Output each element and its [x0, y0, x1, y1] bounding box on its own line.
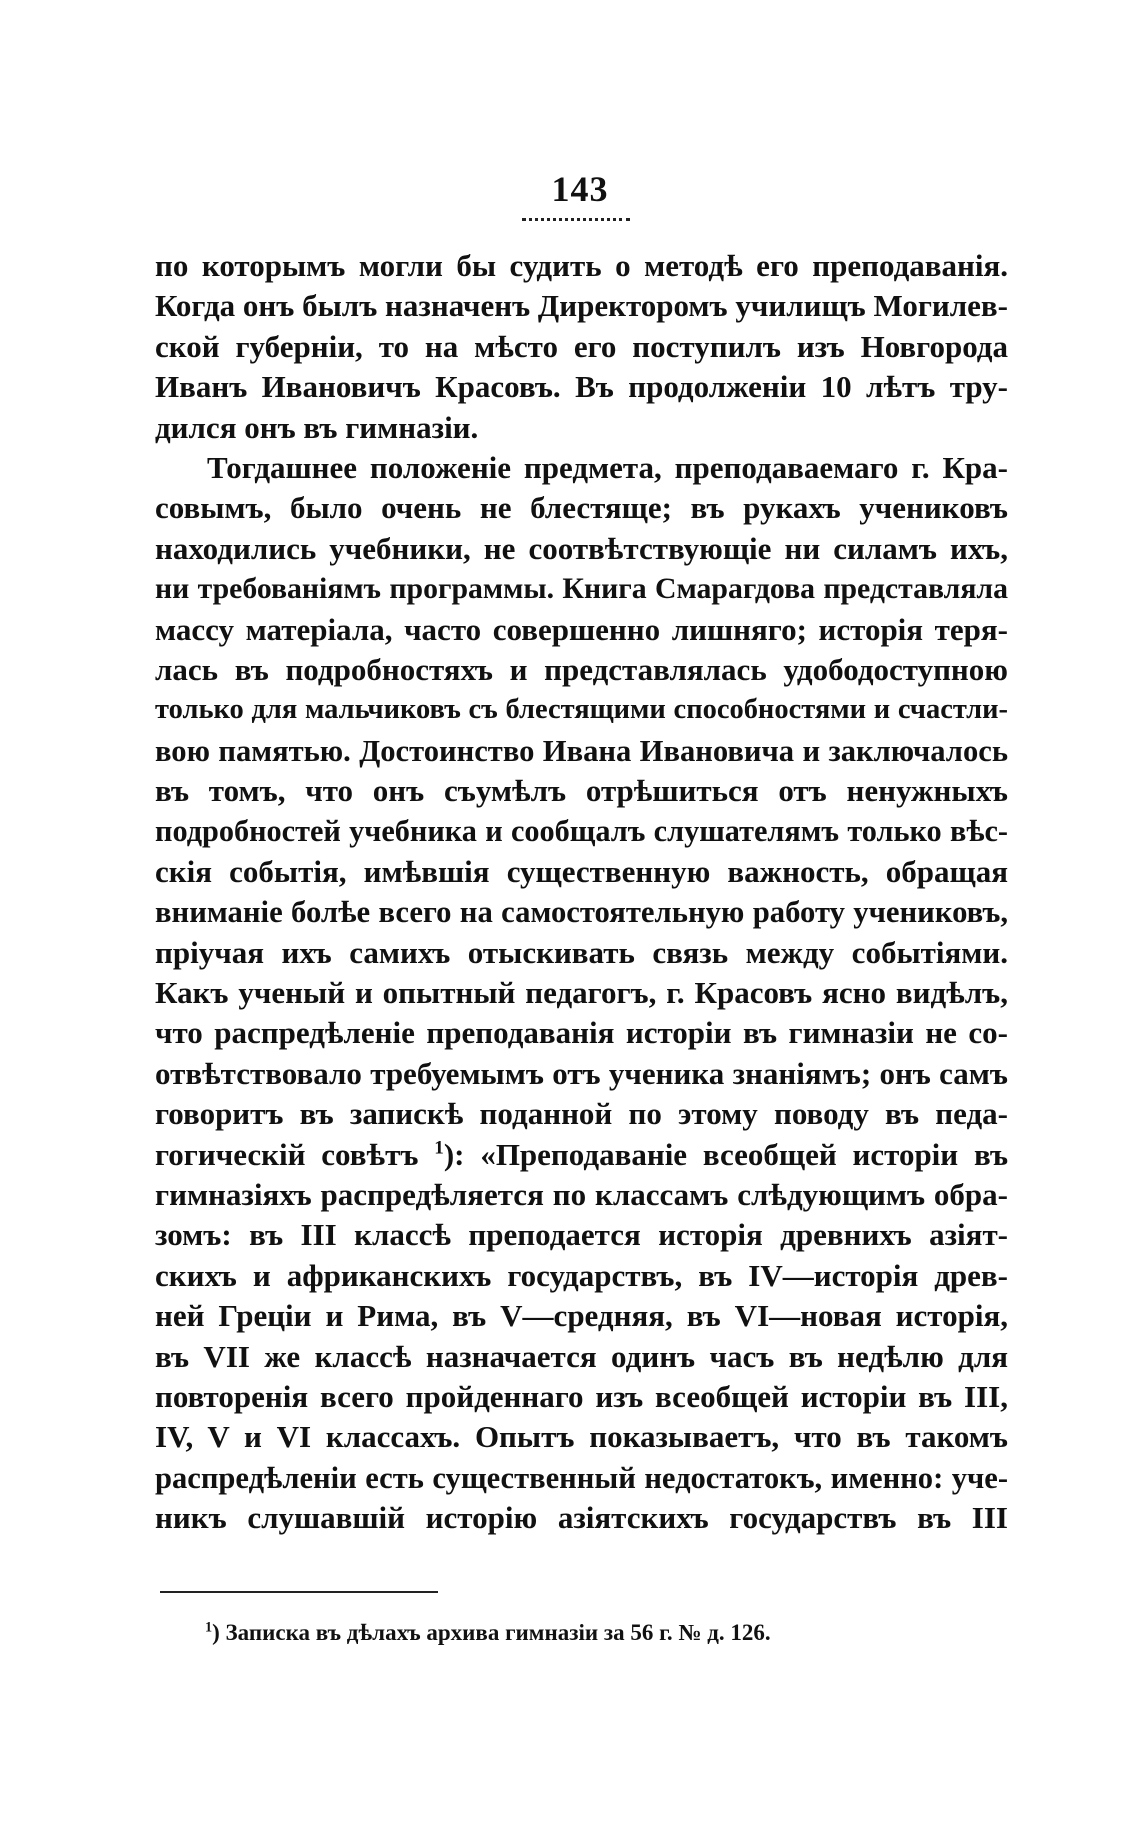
text-line: въ VII же классѣ назначается одинъ часъ въ недѣлю для: [155, 1338, 1008, 1374]
text-line: только для мальчиковъ съ блестящими способностями и счастли-: [155, 694, 1008, 726]
text-line: совымъ, было очень не блестяще; въ рукахъ учениковъ: [155, 490, 1008, 526]
text-line: распредѣленіи есть существенный недостатокъ, именно: уче-: [155, 1460, 1008, 1495]
footnote-reference: 1: [434, 1137, 444, 1159]
text-line: подробностей учебника и сообщалъ слушателямъ только вѣс-: [155, 814, 1008, 849]
text-line: отвѣтствовало требуемымъ отъ ученика знаніямъ; онъ самъ: [155, 1055, 1008, 1091]
text-line: вою памятью. Достоинство Ивана Ивановича и заключалось: [155, 733, 1008, 768]
text-line: лась въ подробностяхъ и представлялась удободоступною: [155, 651, 1008, 687]
text-line: никъ слушавшій исторію азіятскихъ государствъ въ III: [155, 1500, 1008, 1536]
text-line: дился онъ въ гимназіи.: [155, 409, 479, 445]
footnote-text: ) Записка въ дѣлахъ архива гимназіи за 56 г. № д. 126.: [212, 1620, 771, 1645]
text-line: гимназіяхъ распредѣляется по классамъ слѣдующимъ обра-: [155, 1176, 1008, 1212]
text-line: IV, V и VI классахъ. Опытъ показываетъ, что въ такомъ: [155, 1419, 1008, 1455]
text-line: въ томъ, что онъ съумѣлъ отрѣшиться отъ ненужныхъ: [155, 773, 1008, 809]
page-number: 143: [551, 169, 609, 209]
text-line: ней Греціи и Рима, въ V—средняя, въ VI—новая исторія,: [155, 1298, 1008, 1334]
text-segment: ): «Преподаваніе всеобщей исторіи въ: [443, 1136, 1008, 1172]
text-line: Когда онъ былъ назначенъ Директоромъ училищъ Могилев-: [155, 288, 1008, 324]
text-line: пріучая ихъ самихъ отыскивать связь между событіями.: [155, 934, 1008, 970]
text-line: вниманіе болѣе всего на самостоятельную работу учениковъ,: [155, 895, 1008, 930]
text-segment: гогическій совѣтъ: [155, 1136, 419, 1172]
text-line: повторенія всего пройденнаго изъ всеобщей исторіи въ III,: [155, 1378, 1008, 1414]
text-line: зомъ: въ III классѣ преподается исторія древнихъ азіят-: [155, 1217, 1008, 1253]
page-number-underline: [522, 218, 630, 221]
text-line: Тогдашнее положеніе предмета, преподаваемаго г. Кра-: [207, 449, 1008, 485]
text-line: массу матеріала, часто совершенно лишняго; исторія теря-: [155, 611, 1008, 647]
text-line: находились учебники, не соотвѣтствующіе ни силамъ ихъ,: [155, 530, 1008, 566]
text-line: что распредѣленіе преподаванія исторіи въ гимназіи не со-: [155, 1015, 1008, 1051]
text-line: по которымъ могли бы судить о методѣ его преподаванія.: [155, 248, 1008, 283]
text-line: ской губерніи, то на мѣсто его поступилъ изъ Новгорода: [155, 328, 1008, 364]
footnote: [205, 1620, 965, 1646]
text-line: ни требованіямъ программы. Книга Смарагдова представляла: [155, 572, 1008, 606]
text-line: говоритъ въ запискѣ поданной по этому поводу въ педа-: [155, 1096, 1008, 1132]
footnote-marker: 1: [205, 1619, 213, 1636]
footnote-separator: [160, 1591, 438, 1593]
text-line: Какъ ученый и опытный педагогъ, г. Красовъ ясно видѣлъ,: [155, 975, 1008, 1011]
text-line-with-footnote-ref: [155, 1135, 1008, 1175]
text-line: Иванъ Ивановичъ Красовъ. Въ продолженіи 10 лѣтъ тру-: [155, 369, 1008, 405]
text-line: скія событія, имѣвшія существенную важность, обращая: [155, 853, 1008, 889]
body-text: [155, 246, 1008, 1539]
text-line: скихъ и африканскихъ государствъ, въ IV—исторія древ-: [155, 1257, 1008, 1293]
